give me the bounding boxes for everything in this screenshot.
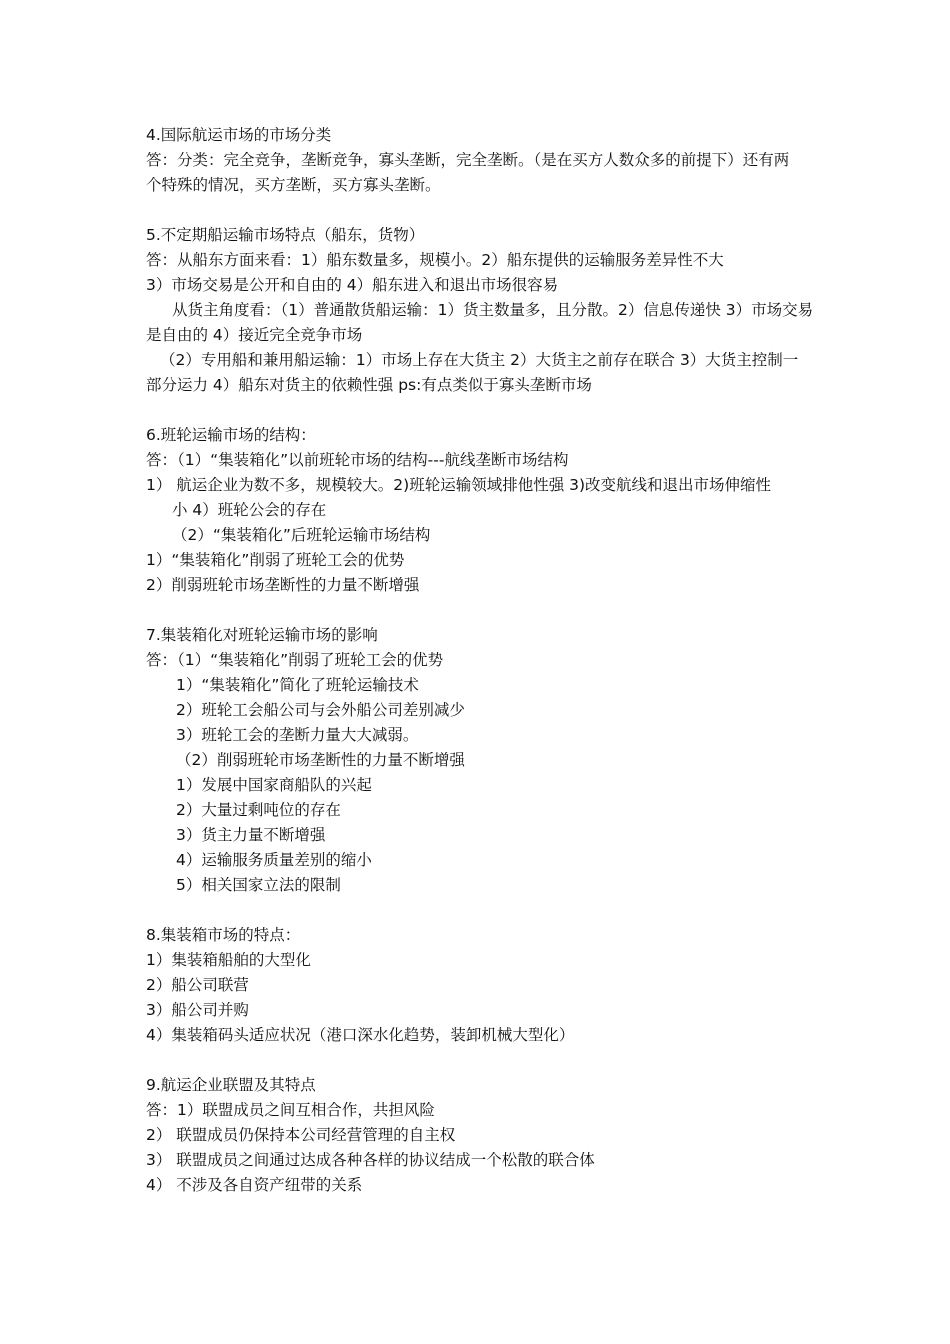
blank-line <box>146 898 826 923</box>
heading-q7: 7.集装箱化对班轮运输市场的影响 <box>146 626 378 644</box>
blank-line <box>146 198 826 223</box>
answer-line: 1）“集装箱化”削弱了班轮工会的优势 <box>146 551 405 569</box>
answer-line: 答：（1）“集装箱化”削弱了班轮工会的优势 <box>146 651 444 669</box>
answer-line: 4） 不涉及各自资产纽带的关系 <box>146 1176 363 1194</box>
answer-line: 答：从船东方面来看：1）船东数量多，规模小。2）船东提供的运输服务差异性不大 <box>146 251 724 269</box>
answer-line: 答：（1）“集装箱化”以前班轮市场的结构---航线垄断市场结构 <box>146 451 569 469</box>
answer-line: 小 4）班轮公会的存在 <box>172 501 327 519</box>
answer-line: （2）削弱班轮市场垄断性的力量不断增强 <box>176 751 465 769</box>
answer-line: 5）相关国家立法的限制 <box>176 876 341 894</box>
blank-line <box>146 1048 826 1073</box>
answer-line: 是自由的 4）接近完全竞争市场 <box>146 326 363 344</box>
blank-line <box>146 398 826 423</box>
heading-q5: 5.不定期船运输市场特点（船东，货物） <box>146 226 425 244</box>
blank-line <box>146 598 826 623</box>
answer-line: 4）运输服务质量差别的缩小 <box>176 851 372 869</box>
heading-q6: 6.班轮运输市场的结构： <box>146 426 316 444</box>
answer-line: 3）货主力量不断增强 <box>176 826 326 844</box>
answer-line: 3）班轮工会的垄断力量大大减弱。 <box>176 726 419 744</box>
answer-line: 3） 联盟成员之间通过达成各种各样的协议结成一个松散的联合体 <box>146 1151 595 1169</box>
answer-line: 1）集装箱船舶的大型化 <box>146 951 311 969</box>
answer-line: 2） 联盟成员仍保持本公司经营管理的自主权 <box>146 1126 456 1144</box>
answer-line: 2）削弱班轮市场垄断性的力量不断增强 <box>146 576 420 594</box>
answer-line: 1）发展中国家商船队的兴起 <box>176 776 372 794</box>
answer-line: （2）“集装箱化”后班轮运输市场结构 <box>172 526 431 544</box>
heading-q4: 4.国际航运市场的市场分类 <box>146 126 332 144</box>
answer-line: 部分运力 4）船东对货主的依赖性强 ps:有点类似于寡头垄断市场 <box>146 376 592 394</box>
answer-line: 2）船公司联营 <box>146 976 249 994</box>
answer-line: 1）“集装箱化”简化了班轮运输技术 <box>176 676 419 694</box>
answer-line: 1） 航运企业为数不多，规模较大。2)班轮运输领域排他性强 3)改变航线和退出市场伸缩性 <box>146 476 772 494</box>
document-page <box>146 123 826 1198</box>
answer-line: 答：分类：完全竞争，垄断竞争，寡头垄断，完全垄断。（是在买方人数众多的前提下）还有两 <box>146 151 790 169</box>
answer-line: （2）专用船和兼用船运输：1）市场上存在大货主 2）大货主之前存在联合 3）大货主控制一 <box>160 351 799 369</box>
answer-line: 个特殊的情况，买方垄断，买方寡头垄断。 <box>146 176 441 194</box>
heading-q9: 9.航运企业联盟及其特点 <box>146 1076 316 1094</box>
answer-line: 4）集装箱码头适应状况（港口深水化趋势，装卸机械大型化） <box>146 1026 575 1044</box>
answer-line: 答：1）联盟成员之间互相合作，共担风险 <box>146 1101 435 1119</box>
answer-line: 2）班轮工会船公司与会外船公司差别减少 <box>176 701 465 719</box>
answer-line: 2）大量过剩吨位的存在 <box>176 801 341 819</box>
answer-line: 3）市场交易是公开和自由的 4）船东进入和退出市场很容易 <box>146 276 559 294</box>
answer-line: 3）船公司并购 <box>146 1001 249 1019</box>
heading-q8: 8.集装箱市场的特点： <box>146 926 301 944</box>
answer-line: 从货主角度看：（1）普通散货船运输：1）货主数量多，且分散。2）信息传递快 3）市场交易 <box>172 301 814 319</box>
